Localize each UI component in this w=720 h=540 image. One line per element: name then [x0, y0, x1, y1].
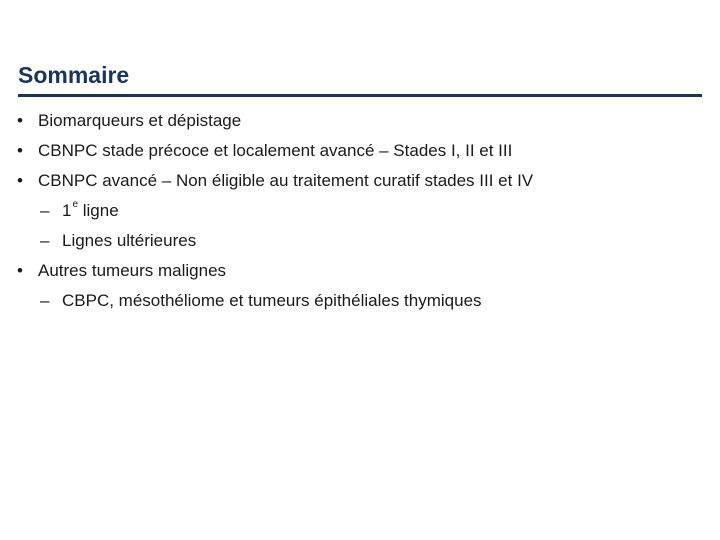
- list-item-early-stage: [0, 136, 720, 166]
- list-item-text: CBNPC avancé – Non éligible au traitement curatif stades III et IV: [38, 171, 534, 190]
- line-number: 1: [62, 201, 72, 220]
- bullet-marker: •: [17, 261, 23, 280]
- sub-item-text: CBPC, mésothéliome et tumeurs épithéliales thymiques: [62, 291, 482, 310]
- slide-title: Sommaire: [18, 62, 130, 88]
- list-item-text: CBNPC stade précoce et localement avancé – Stades I, II et III: [38, 141, 513, 160]
- title-divider: [18, 94, 702, 97]
- sub-item-text: [62, 196, 119, 226]
- list-item-other-tumors: [0, 256, 720, 286]
- dash-marker: –: [40, 231, 50, 250]
- sub-item-later-lines: [0, 226, 720, 256]
- line-label: ligne: [78, 201, 119, 220]
- summary-list: [0, 106, 720, 316]
- sub-item-first-line: [0, 196, 720, 226]
- bullet-marker: •: [17, 111, 23, 130]
- dash-marker: –: [40, 291, 50, 310]
- list-item-text: Autres tumeurs malignes: [38, 261, 227, 280]
- bullet-marker: •: [17, 141, 23, 160]
- list-item-biomarkers: [0, 106, 720, 136]
- sub-item-cbpc: [0, 286, 720, 316]
- list-item-advanced: [0, 166, 720, 196]
- list-item-text: Biomarqueurs et dépistage: [38, 111, 242, 130]
- sub-item-text: Lignes ultérieures: [62, 231, 197, 250]
- ordinal-suffix: e: [72, 199, 79, 210]
- dash-marker: –: [40, 201, 50, 220]
- bullet-marker: •: [17, 171, 23, 190]
